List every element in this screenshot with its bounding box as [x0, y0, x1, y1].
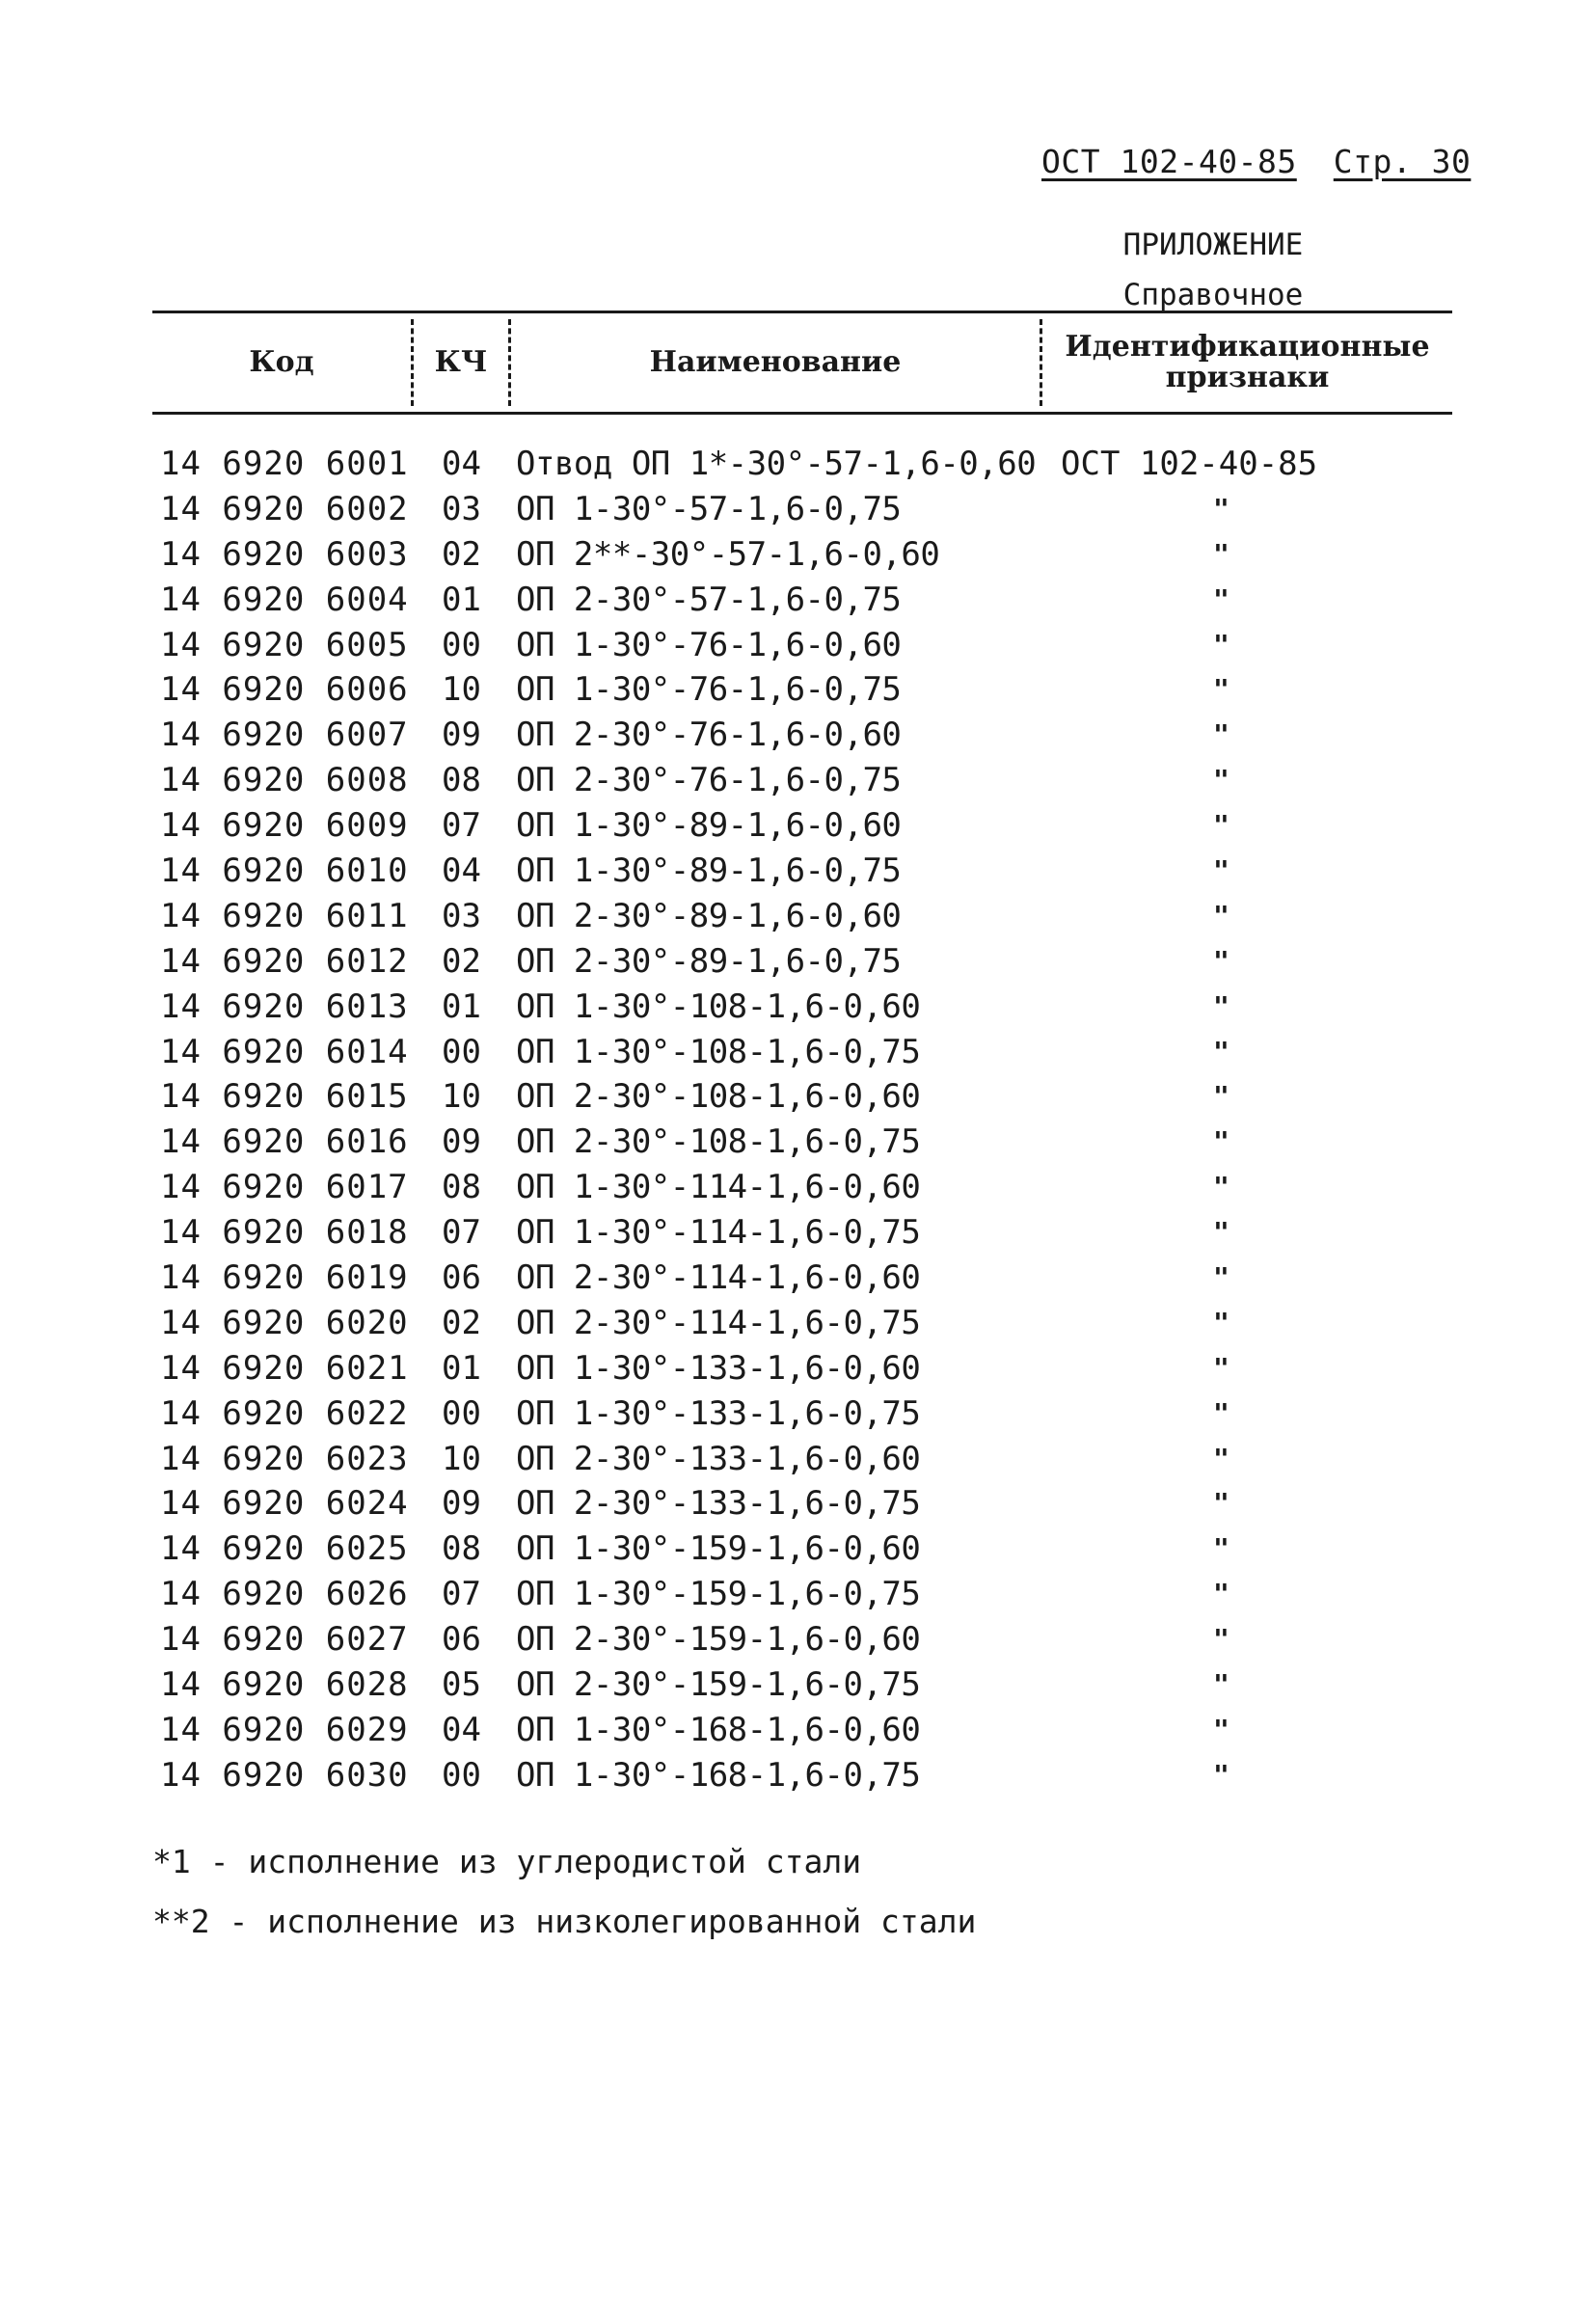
cell-name: ОП 1-30°-159-1,6-0,60	[516, 1529, 921, 1569]
column-header-kch: КЧ	[434, 345, 488, 379]
cell-code: 14 6920 6023	[160, 1439, 409, 1478]
cell-name: ОП 2-30°-114-1,6-0,75	[516, 1303, 921, 1342]
cell-name: Отвод ОП 1*-30°-57-1,6-0,60	[516, 445, 1037, 483]
cell-name: ОП 1-30°-133-1,6-0,75	[516, 1393, 921, 1433]
cell-name: ОП 2-30°-133-1,6-0,75	[516, 1484, 921, 1524]
cell-kch: 01	[442, 986, 481, 1026]
cell-name: ОП 1-30°-108-1,6-0,75	[516, 1032, 921, 1071]
cell-code: 14 6920 6025	[160, 1529, 409, 1569]
cell-kch: 10	[442, 1439, 481, 1478]
table-row	[152, 894, 1464, 939]
cell-code: 14 6920 6010	[160, 851, 409, 891]
cell-kch: 02	[442, 941, 481, 981]
cell-ident: "	[1213, 1125, 1229, 1158]
cell-code: 14 6920 6004	[160, 580, 409, 619]
cell-ident: "	[1213, 944, 1229, 977]
cell-kch: 05	[442, 1665, 481, 1705]
cell-ident: "	[1213, 1578, 1229, 1610]
cell-name: ОП 2-30°-76-1,6-0,75	[516, 761, 902, 800]
cell-code: 14 6920 6030	[160, 1755, 409, 1795]
cell-ident: "	[1213, 1396, 1229, 1429]
appendix-label	[1107, 220, 1319, 320]
table-row	[152, 713, 1464, 758]
cell-kch: 00	[442, 1755, 481, 1795]
cell-name: ОП 1-30°-108-1,6-0,60	[516, 986, 921, 1026]
page-header	[1041, 143, 1472, 180]
cell-code: 14 6920 6003	[160, 534, 409, 574]
cell-code: 14 6920 6011	[160, 896, 409, 935]
cell-name: ОП 1-30°-89-1,6-0,60	[516, 806, 902, 846]
cell-kch: 01	[442, 1348, 481, 1388]
table-row	[152, 1301, 1464, 1346]
cell-code: 14 6920 6021	[160, 1348, 409, 1388]
cell-kch: 00	[442, 1393, 481, 1433]
cell-code: 14 6920 6029	[160, 1710, 409, 1749]
table-row	[152, 1617, 1464, 1662]
table-row	[152, 623, 1464, 668]
column-header-code: Код	[249, 345, 314, 379]
cell-name: ОП 2-30°-159-1,6-0,75	[516, 1665, 921, 1705]
cell-code: 14 6920 6005	[160, 625, 409, 664]
cell-name: ОП 2**-30°-57-1,6-0,60	[516, 534, 940, 574]
footnotes	[152, 1832, 1310, 1952]
table-row	[152, 1030, 1464, 1075]
cell-code: 14 6920 6022	[160, 1393, 409, 1433]
cell-code: 14 6920 6013	[160, 986, 409, 1026]
column-header-name: Наименование	[649, 345, 902, 379]
cell-code: 14 6920 6017	[160, 1168, 409, 1207]
cell-code: 14 6920 6018	[160, 1213, 409, 1253]
cell-kch: 07	[442, 1575, 481, 1614]
table-row	[152, 849, 1464, 894]
cell-ident: "	[1213, 673, 1229, 706]
cell-name: ОП 1-30°-133-1,6-0,60	[516, 1348, 921, 1388]
table-header	[152, 311, 1452, 415]
cell-kch: 09	[442, 716, 481, 755]
cell-name: ОП 2-30°-57-1,6-0,75	[516, 580, 902, 619]
cell-kch: 02	[442, 534, 481, 574]
cell-name: ОП 2-30°-114-1,6-0,60	[516, 1258, 921, 1298]
cell-ident: "	[1213, 718, 1229, 751]
cell-kch: 04	[442, 1710, 481, 1749]
cell-ident: "	[1213, 854, 1229, 887]
cell-code: 14 6920 6027	[160, 1620, 409, 1660]
cell-name: ОП 1-30°-159-1,6-0,75	[516, 1575, 921, 1614]
cell-kch: 10	[442, 1077, 481, 1117]
cell-kch: 03	[442, 489, 481, 528]
table-row	[152, 1165, 1464, 1210]
cell-ident: "	[1213, 537, 1229, 570]
cell-name: ОП 2-30°-108-1,6-0,75	[516, 1122, 921, 1162]
cell-name: ОП 1-30°-89-1,6-0,75	[516, 851, 902, 891]
table-row	[152, 1527, 1464, 1572]
cell-ident: ОСТ 102-40-85	[1061, 445, 1318, 483]
page-number: Стр. 30	[1333, 143, 1472, 180]
cell-code: 14 6920 6019	[160, 1258, 409, 1298]
cell-kch: 09	[442, 1484, 481, 1524]
cell-ident: "	[1213, 1532, 1229, 1565]
appendix-title: ПРИЛОЖЕНИЕ	[1122, 228, 1304, 262]
cell-ident: "	[1213, 1713, 1229, 1745]
appendix-subtitle: Справочное	[1122, 278, 1304, 312]
cell-kch: 00	[442, 625, 481, 664]
cell-code: 14 6920 6016	[160, 1122, 409, 1162]
cell-code: 14 6920 6028	[160, 1665, 409, 1705]
table-row	[152, 1074, 1464, 1120]
cell-code: 14 6920 6020	[160, 1303, 409, 1342]
cell-ident: "	[1213, 1351, 1229, 1384]
cell-ident: "	[1213, 582, 1229, 615]
cell-kch: 10	[442, 670, 481, 710]
table-row	[152, 1346, 1464, 1392]
cell-ident: "	[1213, 1216, 1229, 1249]
cell-code: 14 6920 6024	[160, 1484, 409, 1524]
cell-ident: "	[1213, 1623, 1229, 1656]
cell-kch: 09	[442, 1122, 481, 1162]
footnote-low-alloy-steel: **2 - исполнение из низколегированной стали	[152, 1903, 977, 1940]
table-row	[152, 1120, 1464, 1165]
cell-kch: 04	[442, 445, 481, 483]
footnote-carbon-steel: *1 - исполнение из углеродистой стали	[152, 1843, 862, 1880]
table-row	[152, 578, 1464, 623]
cell-name: ОП 1-30°-168-1,6-0,60	[516, 1710, 921, 1749]
cell-code: 14 6920 6006	[160, 670, 409, 710]
cell-code: 14 6920 6008	[160, 761, 409, 800]
cell-ident: "	[1213, 628, 1229, 661]
cell-kch: 06	[442, 1620, 481, 1660]
cell-ident: "	[1213, 1080, 1229, 1113]
cell-name: ОП 1-30°-76-1,6-0,60	[516, 625, 902, 664]
table-row	[152, 532, 1464, 578]
cell-kch: 08	[442, 761, 481, 800]
table-row	[152, 1753, 1464, 1798]
cell-ident: "	[1213, 492, 1229, 525]
cell-ident: "	[1213, 1487, 1229, 1520]
cell-code: 14 6920 6015	[160, 1077, 409, 1117]
cell-code: 14 6920 6014	[160, 1032, 409, 1071]
document-number: ОСТ 102-40-85	[1041, 143, 1297, 180]
cell-code: 14 6920 6009	[160, 806, 409, 846]
cell-name: ОП 1-30°-76-1,6-0,75	[516, 670, 902, 710]
cell-ident: "	[1213, 1306, 1229, 1338]
cell-kch: 00	[442, 1032, 481, 1071]
table-row	[152, 1210, 1464, 1256]
table-row	[152, 1256, 1464, 1301]
table-row	[152, 803, 1464, 849]
table-row	[152, 1481, 1464, 1527]
table-body	[152, 442, 1464, 1798]
cell-ident: "	[1213, 1442, 1229, 1474]
cell-ident: "	[1213, 764, 1229, 797]
cell-name: ОП 2-30°-159-1,6-0,60	[516, 1620, 921, 1660]
cell-ident: "	[1213, 809, 1229, 842]
table-row	[152, 1662, 1464, 1708]
cell-name: ОП 2-30°-76-1,6-0,60	[516, 716, 902, 755]
cell-kch: 07	[442, 1213, 481, 1253]
cell-name: ОП 2-30°-89-1,6-0,75	[516, 941, 902, 981]
cell-name: ОП 1-30°-57-1,6-0,75	[516, 489, 902, 528]
table-row	[152, 442, 1464, 487]
table-row	[152, 1708, 1464, 1753]
cell-name: ОП 1-30°-114-1,6-0,60	[516, 1168, 921, 1207]
cell-ident: "	[1213, 1171, 1229, 1203]
table-row	[152, 758, 1464, 803]
cell-ident: "	[1213, 1668, 1229, 1701]
cell-kch: 03	[442, 896, 481, 935]
cell-kch: 08	[442, 1529, 481, 1569]
cell-name: ОП 2-30°-89-1,6-0,60	[516, 896, 902, 935]
column-header-ident: Идентификационные признаки	[1065, 330, 1430, 394]
table-row	[152, 1572, 1464, 1617]
cell-kch: 06	[442, 1258, 481, 1298]
cell-ident: "	[1213, 1035, 1229, 1067]
table-row	[152, 667, 1464, 713]
cell-ident: "	[1213, 1261, 1229, 1294]
cell-name: ОП 2-30°-108-1,6-0,60	[516, 1077, 921, 1117]
table-row	[152, 487, 1464, 532]
cell-code: 14 6920 6026	[160, 1575, 409, 1614]
cell-kch: 07	[442, 806, 481, 846]
table-row	[152, 1437, 1464, 1482]
table-row	[152, 1392, 1464, 1437]
cell-kch: 02	[442, 1303, 481, 1342]
table-row	[152, 939, 1464, 985]
cell-ident: "	[1213, 989, 1229, 1022]
cell-ident: "	[1213, 1758, 1229, 1791]
cell-code: 14 6920 6002	[160, 489, 409, 528]
cell-name: ОП 1-30°-114-1,6-0,75	[516, 1213, 921, 1253]
cell-code: 14 6920 6012	[160, 941, 409, 981]
table-row	[152, 985, 1464, 1030]
cell-kch: 08	[442, 1168, 481, 1207]
cell-code: 14 6920 6007	[160, 716, 409, 755]
cell-ident: "	[1213, 899, 1229, 932]
cell-name: ОП 1-30°-168-1,6-0,75	[516, 1755, 921, 1795]
cell-name: ОП 2-30°-133-1,6-0,60	[516, 1439, 921, 1478]
cell-kch: 01	[442, 580, 481, 619]
cell-kch: 04	[442, 851, 481, 891]
cell-code: 14 6920 6001	[160, 445, 409, 483]
